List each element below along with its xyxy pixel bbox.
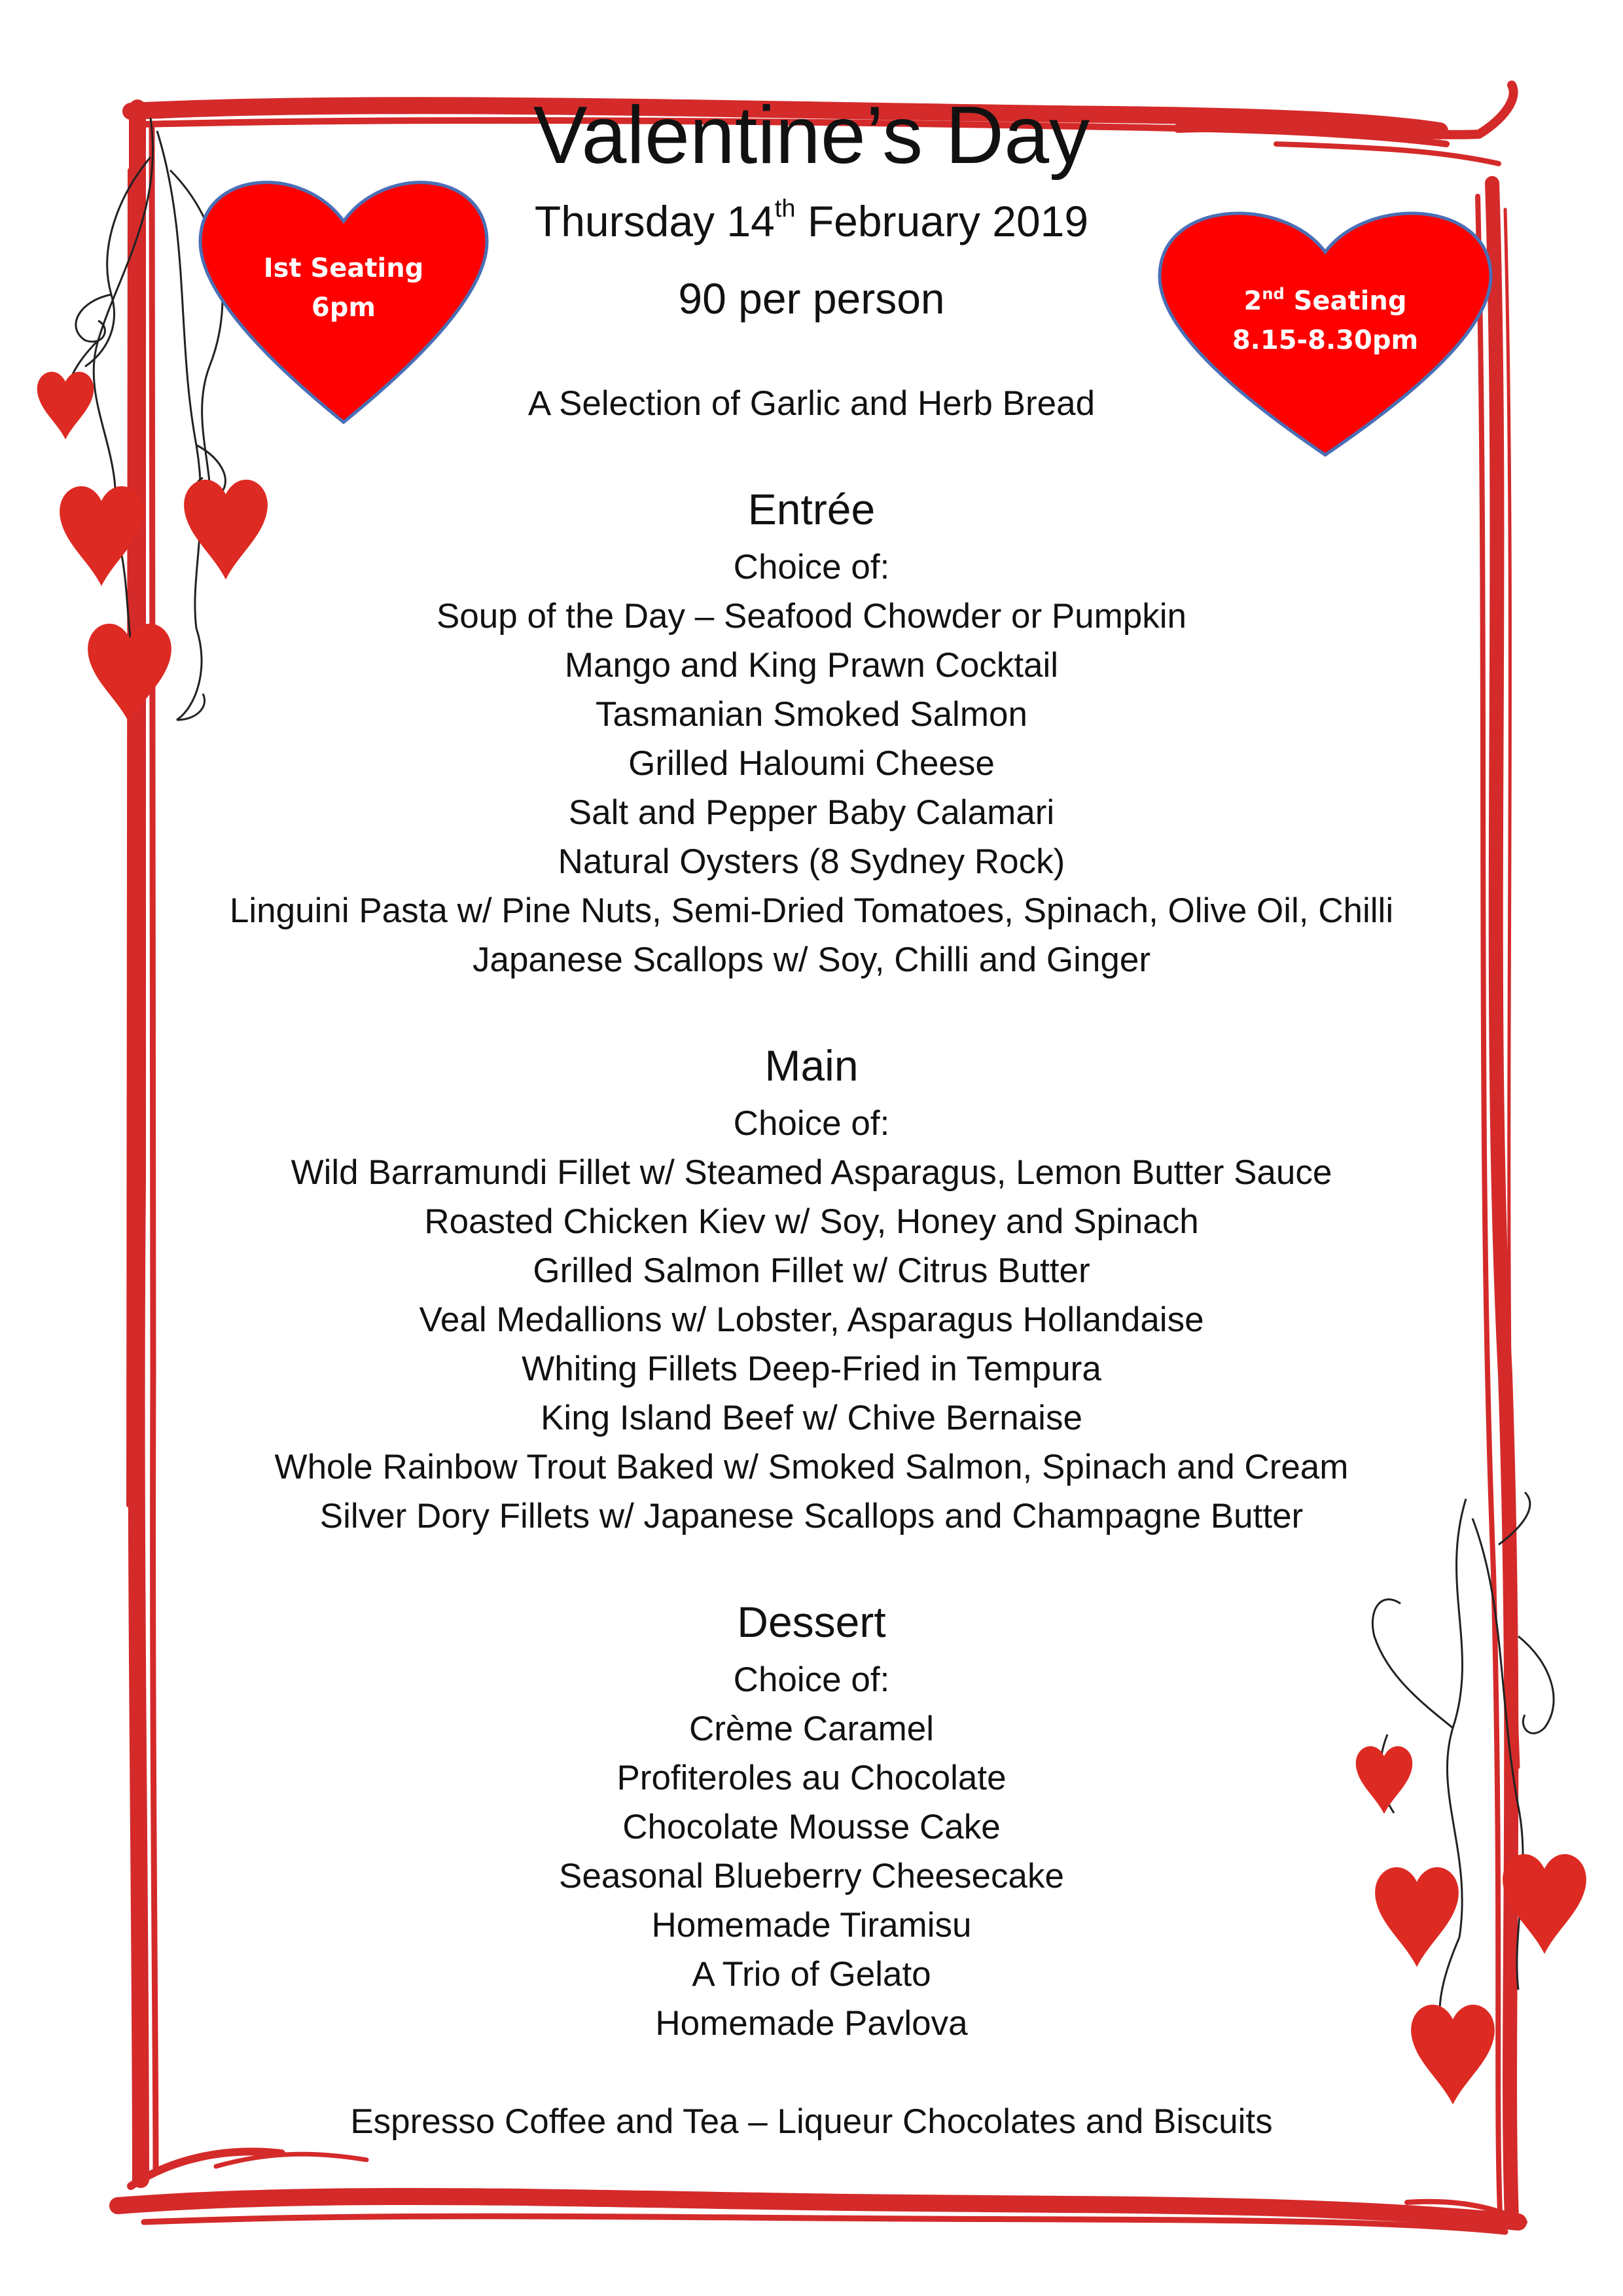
price: 90 per person: [678, 274, 945, 323]
closing-line: Espresso Coffee and Tea – Liqueur Chocolates and Biscuits: [350, 2102, 1273, 2141]
menu-item: Mango and King Prawn Cocktail: [564, 646, 1059, 685]
menu-item: Veal Medallions w/ Lobster, Asparagus Hollandaise: [419, 1300, 1204, 1339]
page-title: Valentine’s Day: [533, 90, 1090, 181]
bread-note: A Selection of Garlic and Herb Bread: [527, 384, 1096, 423]
menu-item: Profiteroles au Chocolate: [616, 1759, 1007, 1797]
menu-item: Whole Rainbow Trout Baked w/ Smoked Salmon, Spinach and Cream: [274, 1448, 1349, 1486]
menu-item: Crème Caramel: [688, 1710, 935, 1748]
menu-item: Whiting Fillets Deep-Fried in Tempura: [522, 1350, 1101, 1388]
main-heading: Main: [764, 1041, 859, 1090]
menu-item: Japanese Scallops w/ Soy, Chilli and Ginger: [472, 941, 1150, 979]
menu-item: Chocolate Mousse Cake: [622, 1808, 1001, 1846]
menu-item: Homemade Pavlova: [655, 2004, 968, 2043]
seating-1-time: 6pm: [311, 293, 376, 323]
seating-1-title: Ist Seating: [263, 253, 424, 283]
menu-item: Linguini Pasta w/ Pine Nuts, Semi-Dried Tomatoes, Spinach, Olive Oil, Chilli: [229, 891, 1394, 930]
menu-item: Natural Oysters (8 Sydney Rock): [558, 842, 1065, 881]
menu-item: Seasonal Blueberry Cheesecake: [559, 1857, 1064, 1895]
dessert-heading: Dessert: [737, 1598, 886, 1646]
menu-item: Homemade Tiramisu: [651, 1906, 972, 1945]
menu-item: Wild Barramundi Fillet w/ Steamed Asparagus, Lemon Butter Sauce: [291, 1153, 1332, 1192]
entree-heading: Entrée: [747, 485, 876, 533]
menu-item: Grilled Haloumi Cheese: [628, 744, 995, 783]
main-intro: Choice of:: [733, 1104, 890, 1143]
dessert-intro: Choice of:: [733, 1660, 890, 1699]
menu-item: Silver Dory Fillets w/ Japanese Scallops and Champagne Butter: [319, 1497, 1304, 1535]
event-date: Thursday 14th February 2019: [534, 195, 1089, 245]
menu-item: Tasmanian Smoked Salmon: [596, 695, 1027, 734]
menu-item: Roasted Chicken Kiev w/ Soy, Honey and Spinach: [424, 1202, 1199, 1241]
seating-2-title: 2nd Seating: [1243, 285, 1407, 316]
menu-item: King Island Beef w/ Chive Bernaise: [541, 1399, 1082, 1437]
menu-item: Soup of the Day – Seafood Chowder or Pumpkin: [436, 597, 1187, 636]
menu-item: Grilled Salmon Fillet w/ Citrus Butter: [533, 1251, 1090, 1290]
seating-2-time: 8.15-8.30pm: [1232, 325, 1419, 355]
menu-item: Salt and Pepper Baby Calamari: [568, 793, 1055, 832]
menu-item: A Trio of Gelato: [692, 1955, 931, 1994]
entree-intro: Choice of:: [733, 548, 890, 586]
